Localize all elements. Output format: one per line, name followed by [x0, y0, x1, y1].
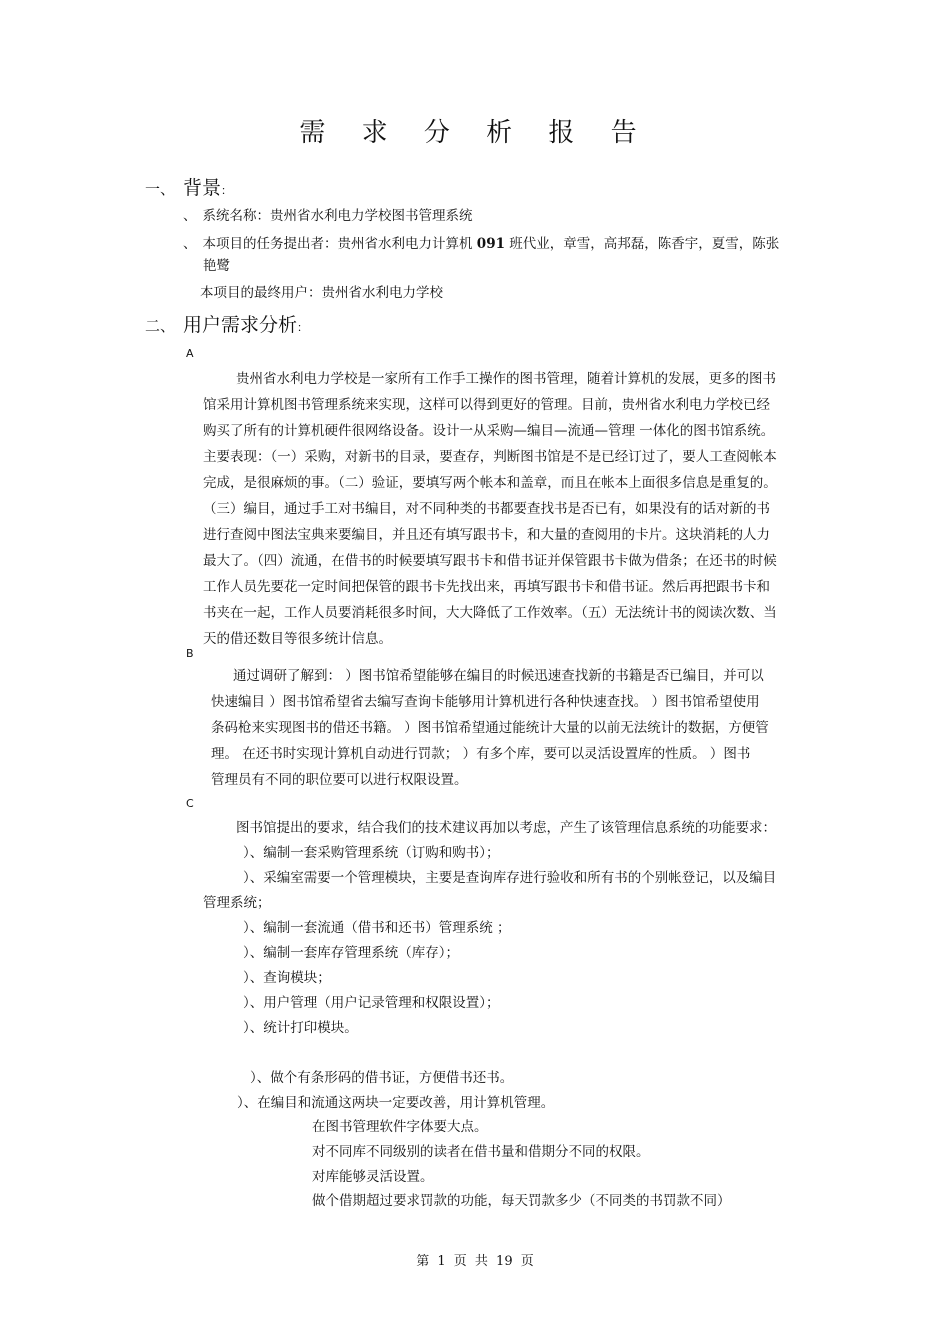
paragraph-line: 馆采用计算机图书管理系统来实现，这样可以得到更好的管理。目前，贵州省水利电力学校已经: [203, 397, 770, 413]
sub-requirement: 对不同库不同级别的读者在借书量和借期分不同的权限。: [312, 1144, 650, 1160]
subsection-letter: B: [186, 647, 196, 660]
requirement-item: ）、编制一套库存管理系统（库存）；: [243, 945, 459, 961]
paragraph-line: 条码枪来实现图书的借还书籍。 ）图书馆希望通过能统计大量的以前无法统计的数据，方便管: [211, 720, 769, 736]
requirement-item: ）、查询模块；: [243, 970, 331, 986]
proposer-names: 班代业，章雪，高邦磊，陈香宇，夏雪，陈张: [504, 236, 780, 252]
page-footer: 第 1 页 共 19 页: [416, 1254, 534, 1269]
extra-requirement: ）、在编目和流通这两块一定要改善，用计算机管理。: [237, 1095, 555, 1111]
paragraph-line: 天的借还数目等很多统计信息。: [203, 631, 392, 647]
requirement-item: ）、编制一套采购管理系统（订购和购书）；: [243, 845, 500, 861]
requirement-item: ）、编制一套流通（借书和还书）管理系统 ；: [243, 920, 511, 936]
paragraph-line: 管理员有不同的职位要可以进行权限设置。: [211, 772, 468, 788]
section-number: 二、: [145, 317, 176, 335]
subsection-letter: C: [186, 797, 196, 810]
paragraph-line: 书夹在一起，工作人员要消耗很多时间，大大降低了工作效率。（五）无法统计书的阅读次数、当: [203, 605, 777, 621]
extra-requirement: ）、做个有条形码的借书证，方便借书还书。: [250, 1070, 514, 1086]
subsection-letter: A: [186, 347, 196, 360]
paragraph-a: [203, 366, 777, 652]
requirement-item-cont: 管理系统；: [203, 895, 271, 911]
section-title: 用户需求分析: [183, 314, 298, 336]
paragraph-line: 最大了。（四）流通，在借书的时候要填写跟书卡和借书证并保管跟书卡做为借条；在还书的时候: [203, 553, 777, 569]
section-suffix: ：: [221, 184, 233, 197]
section-number: 一、: [145, 180, 176, 198]
section-suffix: ：: [297, 321, 309, 334]
paragraph-line: 主要表现：（一）采购，对新书的目录，要查存，判断图书馆是不是已经订过了，要人工查阅帐本: [203, 449, 777, 465]
requirements-intro: 图书馆提出的要求，结合我们的技术建议再加以考虑，产生了该管理信息系统的功能要求：: [236, 820, 776, 836]
paragraph-line: 理。 在还书时实现计算机自动进行罚款； ）有多个库，要可以灵活设置库的性质。 ）图书: [211, 746, 751, 762]
proposer-text: 本项目的任务提出者：贵州省水利电力计算机: [202, 236, 477, 252]
system-name: 系统名称：贵州省水利电力学校图书管理系统: [202, 208, 473, 224]
bullet: 、: [183, 236, 197, 252]
paragraph-line: 工作人员先要花一定时间把保管的跟书卡先找出来，再填写跟书卡和借书证。然后再把跟书卡和: [203, 579, 770, 595]
sub-requirement: 在图书管理软件字体要大点。: [312, 1119, 488, 1135]
final-user-line: 本项目的最终用户：贵州省水利电力学校: [200, 285, 443, 301]
section-heading-background: [145, 173, 232, 200]
paragraph-line: 贵州省水利电力学校是一家所有工作手工操作的图书管理，随着计算机的发展，更多的图书: [236, 371, 776, 387]
system-name-line: [183, 206, 473, 226]
section-title: 背景: [183, 177, 222, 199]
proposer-line: [183, 234, 779, 254]
subsection-c-heading: [186, 796, 248, 810]
document-title: 需 求 分 析 报 告: [299, 118, 651, 148]
proposer-line-cont: 艳鹭: [203, 258, 230, 274]
paragraph-b: [211, 663, 769, 793]
paragraph-line: 进行查阅中图法宝典来要编目，并且还有填写跟书卡，和大量的查阅用的卡片。这块消耗的人力: [203, 527, 770, 543]
requirement-item: ）、采编室需要一个管理模块，主要是查询库存进行验收和所有书的个别帐登记，以及编目: [243, 870, 777, 886]
subsection-b-heading: [186, 646, 248, 660]
sub-requirement: 对库能够灵活设置。: [312, 1169, 434, 1185]
paragraph-line: 完成，是很麻烦的事。（二）验证，要填写两个帐本和盖章，而且在帐本上面很多信息是重复的。: [203, 475, 777, 491]
paragraph-line: 快速编目 ）图书馆希望省去编写查询卡能够用计算机进行各种快速查找。 ）图书馆希望使用: [211, 694, 760, 710]
sub-requirement: 做个借期超过要求罚款的功能，每天罚款多少（不同类的书罚款不同）: [312, 1193, 731, 1209]
section-heading-requirements: [145, 310, 308, 337]
paragraph-line: （三）编目，通过手工对书编目，对不同种类的书都要查找书是否已有，如果没有的话对新的书: [203, 501, 770, 517]
class-number: 091: [476, 236, 505, 252]
paragraph-line: 通过调研了解到： ）图书馆希望能够在编目的时候迅速查找新的书籍是否已编目，并可以: [233, 668, 764, 684]
bullet: 、: [183, 208, 197, 224]
requirement-item: ）、统计打印模块。: [243, 1020, 358, 1036]
paragraph-line: 购买了所有的计算机硬件很网络设备。设计一从采购—编目—流通—管理 一体化的图书馆系统。: [203, 423, 775, 439]
subsection-a-heading: [186, 346, 204, 360]
requirement-item: ）、用户管理（用户记录管理和权限设置）；: [243, 995, 500, 1011]
